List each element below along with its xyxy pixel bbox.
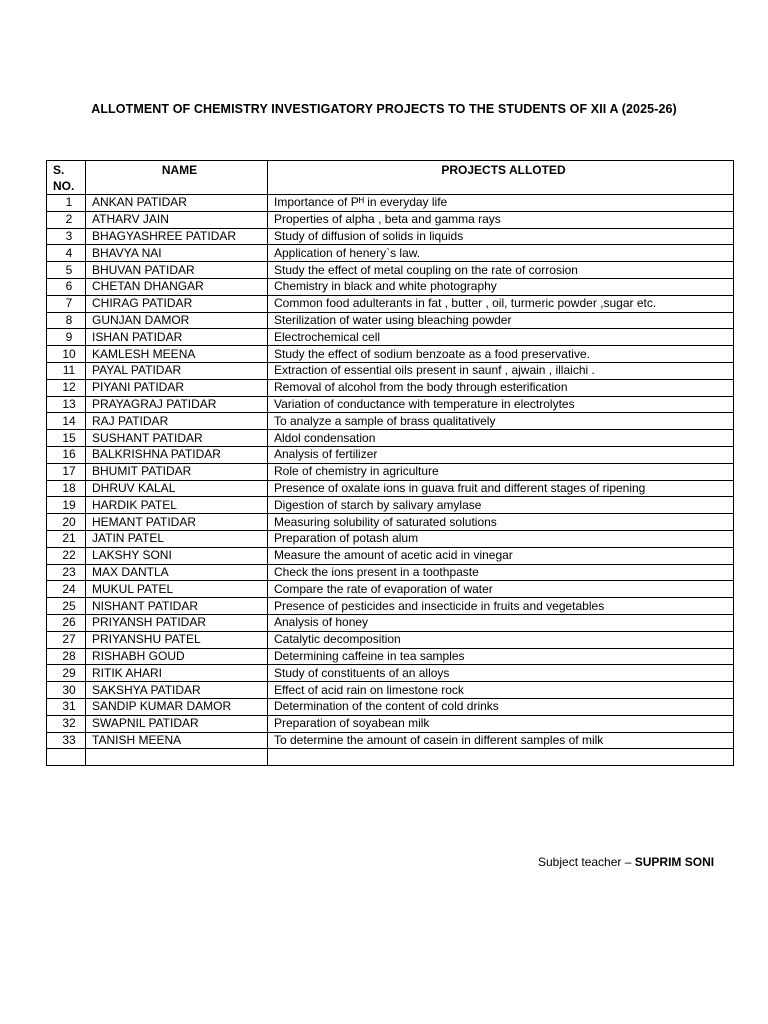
project-cell: Application of henery`s law. bbox=[268, 245, 734, 262]
table-row bbox=[47, 329, 734, 346]
project-cell: Variation of conductance with temperature in electrolytes bbox=[268, 396, 734, 413]
name-cell: HEMANT PATIDAR bbox=[86, 514, 268, 531]
sno-cell: 27 bbox=[47, 631, 86, 648]
sno-cell: 33 bbox=[47, 732, 86, 749]
signature-label: Subject teacher – bbox=[538, 855, 635, 869]
project-cell: Properties of alpha , beta and gamma rays bbox=[268, 211, 734, 228]
table-row bbox=[47, 631, 734, 648]
sno-cell: 16 bbox=[47, 446, 86, 463]
name-cell: ANKAN PATIDAR bbox=[86, 195, 268, 212]
project-cell: Catalytic decomposition bbox=[268, 631, 734, 648]
project-cell: Measure the amount of acetic acid in vinegar bbox=[268, 547, 734, 564]
name-cell: CHETAN DHANGAR bbox=[86, 278, 268, 295]
name-cell: MAX DANTLA bbox=[86, 564, 268, 581]
empty-cell bbox=[268, 749, 734, 766]
table-row bbox=[47, 682, 734, 699]
sno-cell: 19 bbox=[47, 497, 86, 514]
table-row bbox=[47, 614, 734, 631]
table-row bbox=[47, 581, 734, 598]
name-cell: RISHABH GOUD bbox=[86, 648, 268, 665]
document-title: ALLOTMENT OF CHEMISTRY INVESTIGATORY PROJECTS TO THE STUDENTS OF XII A (2025-26) bbox=[91, 102, 677, 116]
table-row bbox=[47, 379, 734, 396]
project-cell: Determination of the content of cold drinks bbox=[268, 698, 734, 715]
project-cell: Preparation of soyabean milk bbox=[268, 715, 734, 732]
name-cell: RAJ PATIDAR bbox=[86, 413, 268, 430]
project-cell: Removal of alcohol from the body through esterification bbox=[268, 379, 734, 396]
sno-cell: 21 bbox=[47, 530, 86, 547]
table-row bbox=[47, 295, 734, 312]
project-cell: Study the effect of metal coupling on the rate of corrosion bbox=[268, 262, 734, 279]
table-row bbox=[47, 228, 734, 245]
project-cell: To analyze a sample of brass qualitatively bbox=[268, 413, 734, 430]
empty-row bbox=[47, 749, 734, 766]
name-cell: GUNJAN DAMOR bbox=[86, 312, 268, 329]
table-row bbox=[47, 430, 734, 447]
allotment-table bbox=[46, 160, 734, 766]
sno-cell: 8 bbox=[47, 312, 86, 329]
project-cell: Effect of acid rain on limestone rock bbox=[268, 682, 734, 699]
project-cell: Sterilization of water using bleaching powder bbox=[268, 312, 734, 329]
table-row bbox=[47, 732, 734, 749]
project-cell: Presence of oxalate ions in guava fruit and different stages of ripening bbox=[268, 480, 734, 497]
teacher-name: SUPRIM SONI bbox=[634, 855, 715, 869]
sno-cell: 1 bbox=[47, 195, 86, 212]
empty-cell bbox=[47, 749, 86, 766]
name-cell: KAMLESH MEENA bbox=[86, 346, 268, 363]
table-row bbox=[47, 396, 734, 413]
name-cell: PAYAL PATIDAR bbox=[86, 362, 268, 379]
table-row bbox=[47, 665, 734, 682]
name-cell: HARDIK PATEL bbox=[86, 497, 268, 514]
name-cell: PIYANI PATIDAR bbox=[86, 379, 268, 396]
table-body bbox=[47, 195, 734, 766]
table-row bbox=[47, 598, 734, 615]
sno-cell: 30 bbox=[47, 682, 86, 699]
sno-cell: 22 bbox=[47, 547, 86, 564]
sno-cell: 17 bbox=[47, 463, 86, 480]
project-cell: Chemistry in black and white photography bbox=[268, 278, 734, 295]
signature-line bbox=[538, 855, 714, 869]
project-cell: Aldol condensation bbox=[268, 430, 734, 447]
sno-cell: 15 bbox=[47, 430, 86, 447]
sno-cell: 4 bbox=[47, 245, 86, 262]
header-row bbox=[47, 161, 734, 195]
project-cell: Check the ions present in a toothpaste bbox=[268, 564, 734, 581]
sno-cell: 12 bbox=[47, 379, 86, 396]
project-cell: Analysis of honey bbox=[268, 614, 734, 631]
project-cell: Digestion of starch by salivary amylase bbox=[268, 497, 734, 514]
table-row bbox=[47, 698, 734, 715]
project-cell: Compare the rate of evaporation of water bbox=[268, 581, 734, 598]
name-cell: SANDIP KUMAR DAMOR bbox=[86, 698, 268, 715]
table-row bbox=[47, 245, 734, 262]
name-cell: ISHAN PATIDAR bbox=[86, 329, 268, 346]
name-cell: RITIK AHARI bbox=[86, 665, 268, 682]
sno-cell: 24 bbox=[47, 581, 86, 598]
table-row bbox=[47, 715, 734, 732]
table-row bbox=[47, 564, 734, 581]
sno-cell: 11 bbox=[47, 362, 86, 379]
name-cell: PRAYAGRAJ PATIDAR bbox=[86, 396, 268, 413]
sno-cell: 23 bbox=[47, 564, 86, 581]
sno-cell: 13 bbox=[47, 396, 86, 413]
table-row bbox=[47, 413, 734, 430]
sno-cell: 28 bbox=[47, 648, 86, 665]
table-row bbox=[47, 463, 734, 480]
project-cell: Presence of pesticides and insecticide in fruits and vegetables bbox=[268, 598, 734, 615]
project-cell: Preparation of potash alum bbox=[268, 530, 734, 547]
header-sno-line1: S. bbox=[53, 163, 65, 177]
sno-cell: 6 bbox=[47, 278, 86, 295]
name-cell: TANISH MEENA bbox=[86, 732, 268, 749]
project-cell: Common food adulterants in fat , butter , oil, turmeric powder ,sugar etc. bbox=[268, 295, 734, 312]
name-cell: DHRUV KALAL bbox=[86, 480, 268, 497]
name-cell: JATIN PATEL bbox=[86, 530, 268, 547]
table-row bbox=[47, 446, 734, 463]
header-project: PROJECTS ALLOTED bbox=[268, 161, 734, 195]
table-row bbox=[47, 362, 734, 379]
sno-cell: 10 bbox=[47, 346, 86, 363]
sno-cell: 25 bbox=[47, 598, 86, 615]
table-row bbox=[47, 346, 734, 363]
sno-cell: 9 bbox=[47, 329, 86, 346]
table-header bbox=[47, 161, 734, 195]
project-cell: To determine the amount of casein in different samples of milk bbox=[268, 732, 734, 749]
project-cell: Study of constituents of an alloys bbox=[268, 665, 734, 682]
name-cell: SAKSHYA PATIDAR bbox=[86, 682, 268, 699]
project-cell: Role of chemistry in agriculture bbox=[268, 463, 734, 480]
name-cell: MUKUL PATEL bbox=[86, 581, 268, 598]
sno-cell: 5 bbox=[47, 262, 86, 279]
project-cell: Analysis of fertilizer bbox=[268, 446, 734, 463]
table-row bbox=[47, 278, 734, 295]
header-name: NAME bbox=[86, 161, 268, 195]
name-cell: SUSHANT PATIDAR bbox=[86, 430, 268, 447]
sno-cell: 32 bbox=[47, 715, 86, 732]
sno-cell: 7 bbox=[47, 295, 86, 312]
table-row bbox=[47, 530, 734, 547]
sno-cell: 20 bbox=[47, 514, 86, 531]
sno-cell: 3 bbox=[47, 228, 86, 245]
name-cell: BALKRISHNA PATIDAR bbox=[86, 446, 268, 463]
sno-cell: 26 bbox=[47, 614, 86, 631]
name-cell: PRIYANSHU PATEL bbox=[86, 631, 268, 648]
name-cell: BHAVYA NAI bbox=[86, 245, 268, 262]
sno-cell: 29 bbox=[47, 665, 86, 682]
table-row bbox=[47, 648, 734, 665]
project-cell: Determining caffeine in tea samples bbox=[268, 648, 734, 665]
name-cell: BHAGYASHREE PATIDAR bbox=[86, 228, 268, 245]
table-row bbox=[47, 312, 734, 329]
header-sno-line2: NO. bbox=[53, 179, 75, 193]
table-row bbox=[47, 195, 734, 212]
project-cell: Extraction of essential oils present in saunf , ajwain , illaichi . bbox=[268, 362, 734, 379]
name-cell: BHUMIT PATIDAR bbox=[86, 463, 268, 480]
name-cell: ATHARV JAIN bbox=[86, 211, 268, 228]
table-row bbox=[47, 497, 734, 514]
table-row bbox=[47, 514, 734, 531]
sno-cell: 18 bbox=[47, 480, 86, 497]
project-cell: Measuring solubility of saturated solutions bbox=[268, 514, 734, 531]
table-row bbox=[47, 262, 734, 279]
name-cell: CHIRAG PATIDAR bbox=[86, 295, 268, 312]
empty-cell bbox=[86, 749, 268, 766]
project-cell: Electrochemical cell bbox=[268, 329, 734, 346]
project-cell: Study of diffusion of solids in liquids bbox=[268, 228, 734, 245]
header-sno bbox=[47, 161, 86, 195]
name-cell: BHUVAN PATIDAR bbox=[86, 262, 268, 279]
sno-cell: 31 bbox=[47, 698, 86, 715]
table-row bbox=[47, 547, 734, 564]
table-row bbox=[47, 211, 734, 228]
name-cell: SWAPNIL PATIDAR bbox=[86, 715, 268, 732]
name-cell: LAKSHY SONI bbox=[86, 547, 268, 564]
name-cell: NISHANT PATIDAR bbox=[86, 598, 268, 615]
sno-cell: 2 bbox=[47, 211, 86, 228]
project-cell: Study the effect of sodium benzoate as a food preservative. bbox=[268, 346, 734, 363]
name-cell: PRIYANSH PATIDAR bbox=[86, 614, 268, 631]
sno-cell: 14 bbox=[47, 413, 86, 430]
project-cell: Importance of Pᴴ in everyday life bbox=[268, 195, 734, 212]
table-row bbox=[47, 480, 734, 497]
